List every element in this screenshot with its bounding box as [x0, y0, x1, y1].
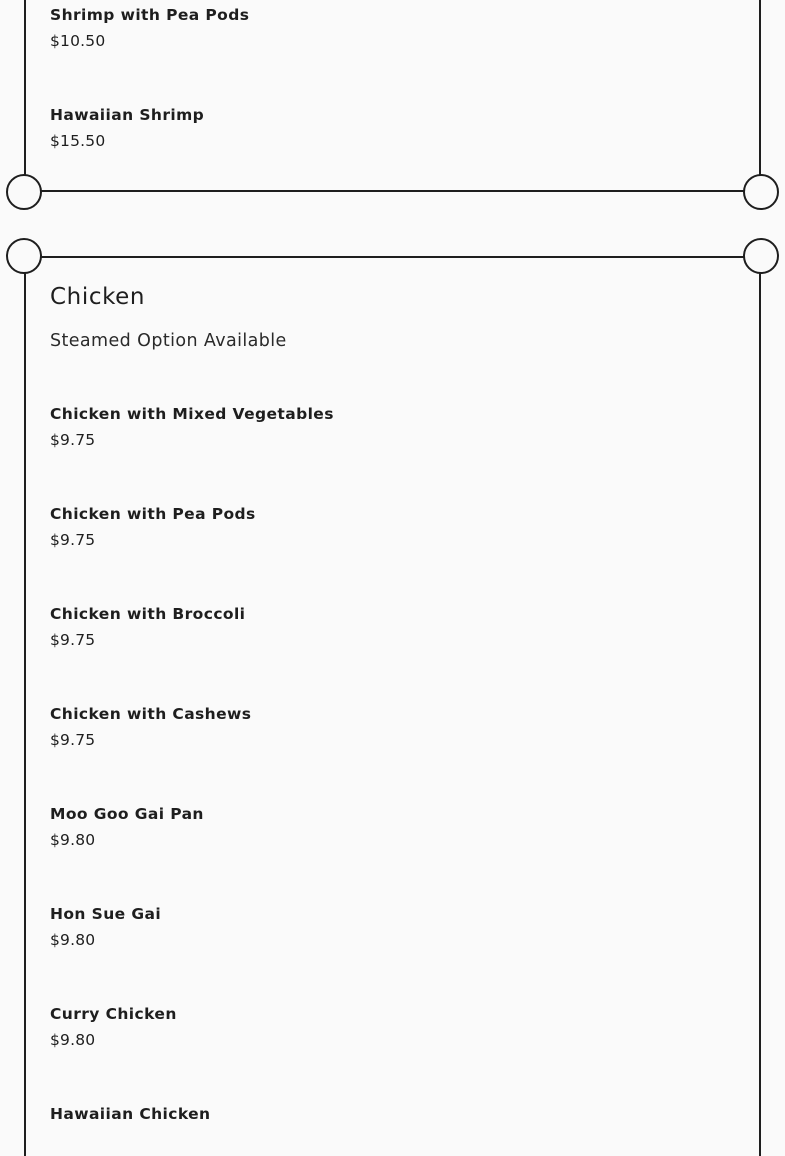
menu-item-price: $9.75: [50, 731, 96, 749]
menu-item-name: Hon Sue Gai: [50, 905, 162, 923]
section-subtitle: Steamed Option Available: [50, 331, 287, 351]
menu-item-name: Shrimp with Pea Pods: [50, 6, 250, 24]
card-corner-notch: [743, 174, 779, 210]
menu-item-name: Chicken with Mixed Vegetables: [50, 405, 334, 423]
menu-item-name: Curry Chicken: [50, 1005, 177, 1023]
menu-item-name: Moo Goo Gai Pan: [50, 805, 204, 823]
menu-item-name: Chicken with Pea Pods: [50, 505, 256, 523]
menu-item-price: $9.75: [50, 431, 96, 449]
menu-item-price: $9.80: [50, 931, 96, 949]
menu-item-name: Chicken with Cashews: [50, 705, 252, 723]
menu-item-price: $9.80: [50, 1031, 96, 1049]
card-corner-notch: [743, 238, 779, 274]
section-title: Chicken: [50, 284, 146, 310]
menu-item-name: Chicken with Broccoli: [50, 605, 246, 623]
card-corner-notch: [6, 174, 42, 210]
menu-item-name: Hawaiian Shrimp: [50, 106, 205, 124]
menu-item-price: $9.75: [50, 631, 96, 649]
card-corner-notch: [6, 238, 42, 274]
menu-item-price: $9.80: [50, 831, 96, 849]
menu-item-name: Hawaiian Chicken: [50, 1105, 211, 1123]
shrimp-menu-card: [24, 0, 761, 192]
menu-item-price: $10.50: [50, 32, 106, 50]
menu-item-price: $9.75: [50, 531, 96, 549]
menu-item-price: $15.50: [50, 132, 106, 150]
